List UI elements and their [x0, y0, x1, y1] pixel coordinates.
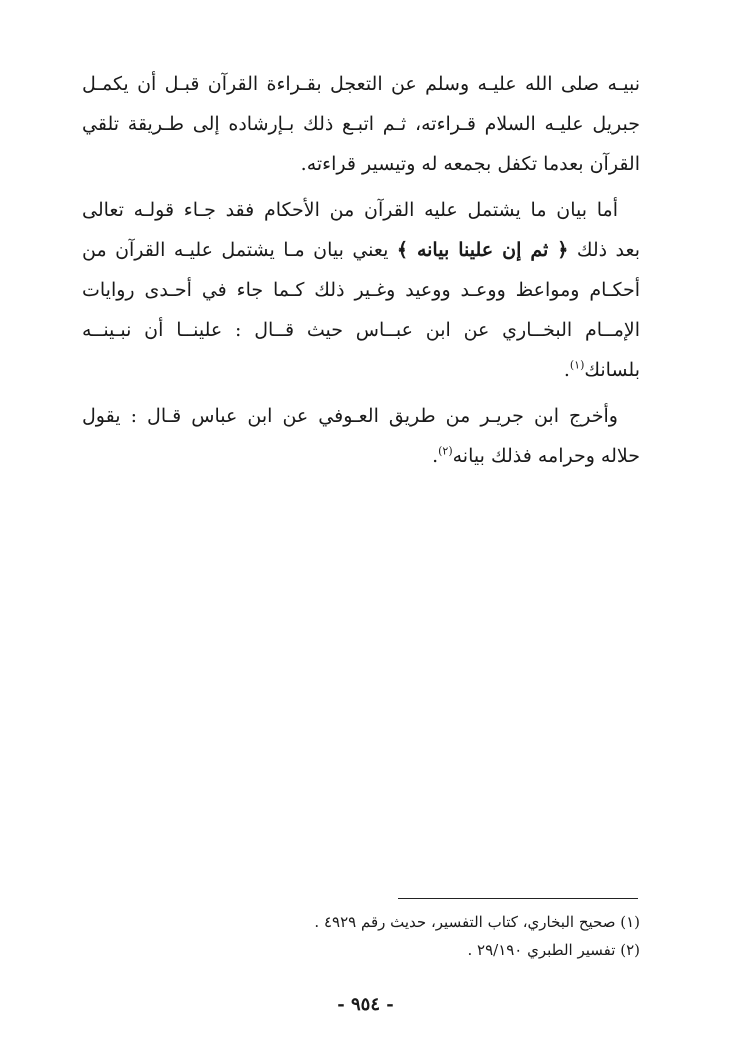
footnote-1: (١) صحيح البخاري، كتاب التفسير، حديث رقم ٤٩٢٩ .	[314, 913, 640, 931]
quran-verse: ﴿ ثم إن علينا بيانه ﴾	[396, 239, 569, 261]
end-punctuation: .	[563, 359, 570, 381]
text-line: نبيـه صلى الله عليـه وسلم عن التعجل بقـراءة القرآن قبـل أن يكمـل	[82, 73, 640, 95]
paragraph-1	[82, 64, 640, 184]
footnote-marker: (٢)	[438, 444, 453, 458]
paragraph-2	[82, 190, 640, 390]
paragraph-3	[82, 396, 640, 476]
footnotes	[260, 908, 640, 964]
text-segment: يعني بيان مـا يشتمل عليـه القرآن من	[82, 239, 389, 261]
text-line: الإمــام البخــاري عن ابن عبــاس حيث قــال : علينــا أن نبـينــه	[82, 319, 640, 341]
footnote-2: (٢) تفسير الطبري ٢٩/١٩٠ .	[467, 941, 640, 959]
text-segment: بلسانك	[584, 359, 640, 381]
page-number: - ٩٥٤ -	[337, 994, 394, 1015]
text-segment: بعد ذلك	[576, 239, 640, 261]
text-line: أما بيان ما يشتمل عليه القرآن من الأحكام فقد جـاء قولـه تعالى	[82, 199, 618, 221]
text-segment: حلاله وحرامه فذلك بيانه	[452, 445, 640, 467]
footnote-divider	[398, 898, 638, 899]
text-line	[82, 436, 640, 476]
text-line: جبريل عليـه السلام قـراءته، ثـم اتبـع ذلك بـإرشاده إلى طـريقة تلقي	[82, 113, 640, 135]
end-punctuation: .	[432, 445, 439, 467]
text-line-with-verse	[82, 230, 640, 270]
text-line	[82, 350, 640, 390]
footnote-marker: (١)	[569, 358, 585, 372]
text-line: القرآن بعدما تكفل بجمعه له وتيسير قراءته.	[300, 153, 640, 175]
text-line: وأخرج ابن جريـر من طريق العـوفي عن ابن عباس قـال : يقول	[82, 405, 618, 427]
text-line: أحكـام ومواعظ ووعـد ووعيد وغـير ذلك كـما جاء في أحـدى روايات	[82, 279, 640, 301]
